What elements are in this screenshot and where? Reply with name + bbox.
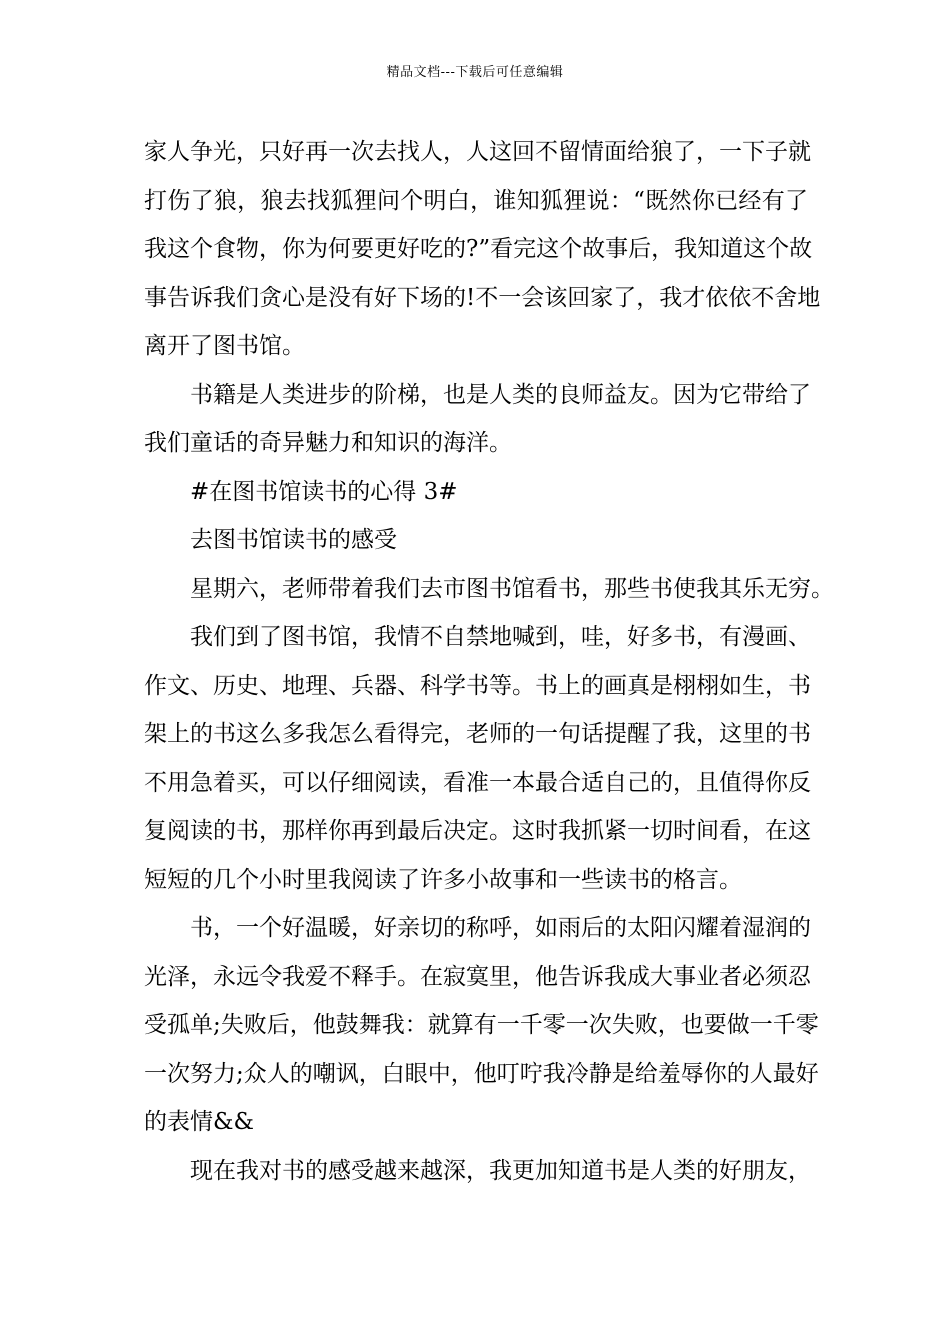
text-line: 书，一个好温暖，好亲切的称呼，如雨后的太阳闪耀着湿润的 [190, 915, 811, 941]
text-line: 我这个食物，你为何要更好吃的?”看完这个故事后，我知道这个故 [144, 236, 813, 262]
page-header: 精品文档---下载后可任意编辑 [386, 65, 564, 80]
text-line: 离开了图书馆。 [144, 333, 305, 359]
text-line: 我们童话的奇异魅力和知识的海洋。 [144, 430, 512, 456]
text-line: 不用急着买，可以仔细阅读，看准一本最合适自己的，且值得你反 [144, 769, 811, 796]
text-line: 去图书馆读书的感受 [190, 527, 397, 553]
text-line: 光泽，永远令我爱不释手。在寂寞里，他告诉我成大事业者必须忍 [144, 963, 811, 990]
text-line: 事告诉我们贪心是没有好下场的!不一会该回家了，我才依依不舍地 [144, 284, 821, 311]
text-line: 书籍是人类进步的阶梯，也是人类的良师益友。因为它带给了 [190, 381, 811, 408]
text-line: 复阅读的书，那样你再到最后决定。这时我抓紧一切时间看，在这 [144, 818, 811, 844]
text-line: #在图书馆读书的心得 3# [190, 478, 458, 505]
text-line: 打伤了狼，狼去找狐狸问个明白，谁知狐狸说：“既然你已经有了 [144, 187, 808, 214]
text-line: 作文、历史、地理、兵器、科学书等。书上的画真是栩栩如生，书 [144, 672, 811, 699]
body-text [144, 128, 834, 1195]
text-line: 架上的书这么多我怎么看得完，老师的一句话提醒了我，这里的书 [144, 721, 811, 747]
text-line: 受孤单;失败后，他鼓舞我：就算有一千零一次失败，也要做一千零 [144, 1012, 819, 1038]
text-line: 家人争光，只好再一次去找人，人这回不留情面给狼了，一下子就 [144, 139, 811, 165]
text-line: 的表情&& [144, 1109, 254, 1135]
text-line: 一次努力;众人的嘲讽，白眼中，他叮咛我冷静是给羞辱你的人最好 [144, 1060, 819, 1087]
text-line: 短短的几个小时里我阅读了许多小故事和一些读书的格言。 [144, 866, 742, 893]
text-line: 我们到了图书馆，我情不自禁地喊到，哇，好多书，有漫画、 [190, 624, 811, 650]
text-line: 星期六，老师带着我们去市图书馆看书，那些书使我其乐无穷。 [190, 575, 834, 602]
text-line: 现在我对书的感受越来越深，我更加知道书是人类的好朋友， [190, 1157, 811, 1184]
